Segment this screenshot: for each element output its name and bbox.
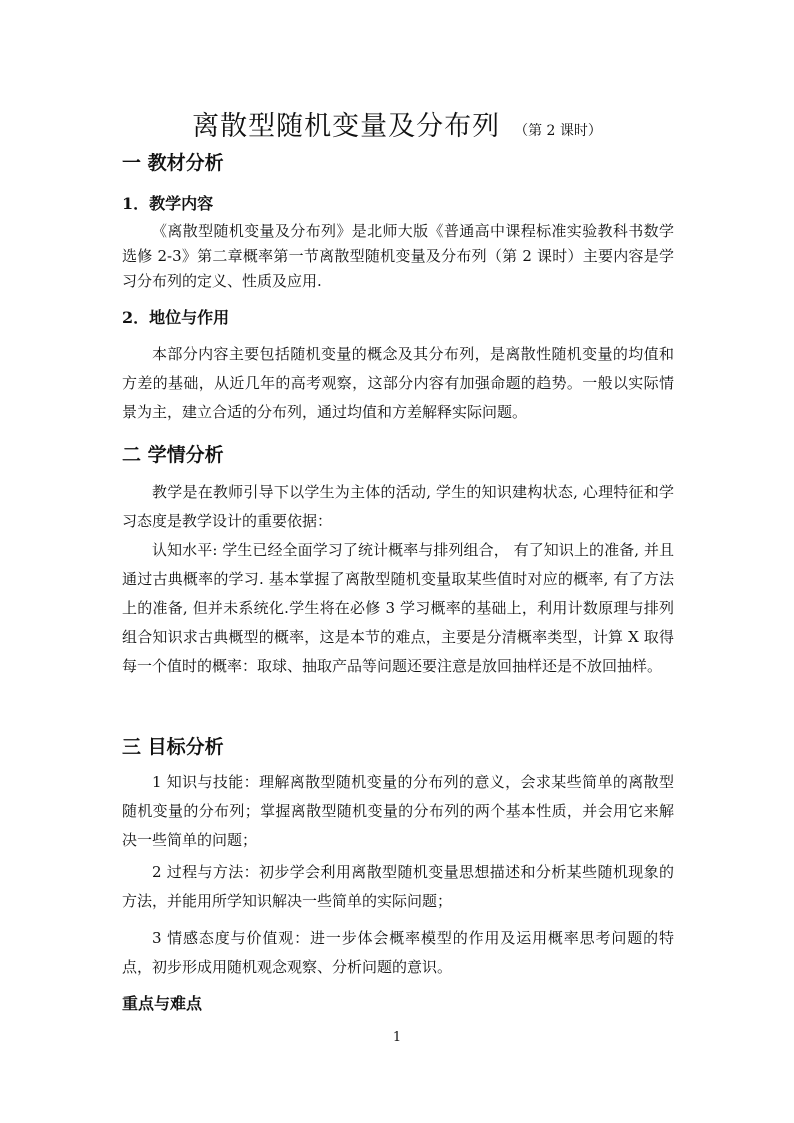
paragraph-teaching-content: 《离散型随机变量及分布列》是北师大版《普通高中课程标准实验教科书数学选修 2-3》第二章概率第一节离散型随机变量及分布列（第 2 课时）主要内容是学习分布列的定义、性质及应用. xyxy=(122,222,674,290)
title-text: 离散型随机变量及分布列 xyxy=(192,111,501,142)
section-heading-teaching-materials: 一 教材分析 xyxy=(122,152,224,174)
paragraph-objective-process: 2 过程与方法：初步学会利用离散型随机变量思想描述和分析某些随机现象的方法，并能用所学知识解决一些简单的实际问题； xyxy=(122,863,674,910)
section-heading-objectives: 三 目标分析 xyxy=(122,736,224,758)
page-number: 1 xyxy=(392,1030,402,1045)
paragraph-student-intro: 教学是在教师引导下以学生为主体的活动, 学生的知识建构状态, 心理特征和学习态度是教学设计的重要依据： xyxy=(122,483,674,530)
page-title xyxy=(0,104,794,143)
title-note: （第 2 课时） xyxy=(514,123,602,139)
section-heading-student-analysis: 二 学情分析 xyxy=(122,444,224,466)
paragraph-role: 本部分内容主要包括随机变量的概念及其分布列，是离散性随机变量的均值和方差的基础，从近几年的高考观察，这部分内容有加强命题的趋势。一般以实际情景为主，建立合适的分布列，通过均值和方差解释实际问题。 xyxy=(122,345,674,421)
paragraph-objective-knowledge: 1 知识与技能：理解离散型随机变量的分布列的意义，会求某些简单的离散型随机变量的分布列；掌握离散型随机变量的分布列的两个基本性质，并会用它来解决一些简单的问题； xyxy=(122,773,674,849)
section-heading-key-points: 重点与难点 xyxy=(122,994,203,1013)
paragraph-objective-attitude: 3 情感态度与价值观：进一步体会概率模型的作用及运用概率思考问题的特点，初步形成用随机观念观察、分析问题的意识。 xyxy=(122,929,674,976)
subheading-role: 2．地位与作用 xyxy=(122,308,230,327)
paragraph-cognitive-level: 认知水平: 学生已经全面学习了统计概率与排列组合， 有了知识上的准备, 并且通过古典概率的学习. 基本掌握了离散型随机变量取某些值时对应的概率, 有了方法上的准备, 但并未系统化.学生将在必修 3 学习概率的基础上，利用计数原理与排列组合知识求古典概型的概率，这是本节的难点，主要是分清概率类型，计算 X 取得每一个值时的概率：取球、抽取产品等问题还要注意是放回抽样还是不放回抽样。 xyxy=(122,541,674,675)
subheading-teaching-content: 1．教学内容 xyxy=(122,194,214,213)
